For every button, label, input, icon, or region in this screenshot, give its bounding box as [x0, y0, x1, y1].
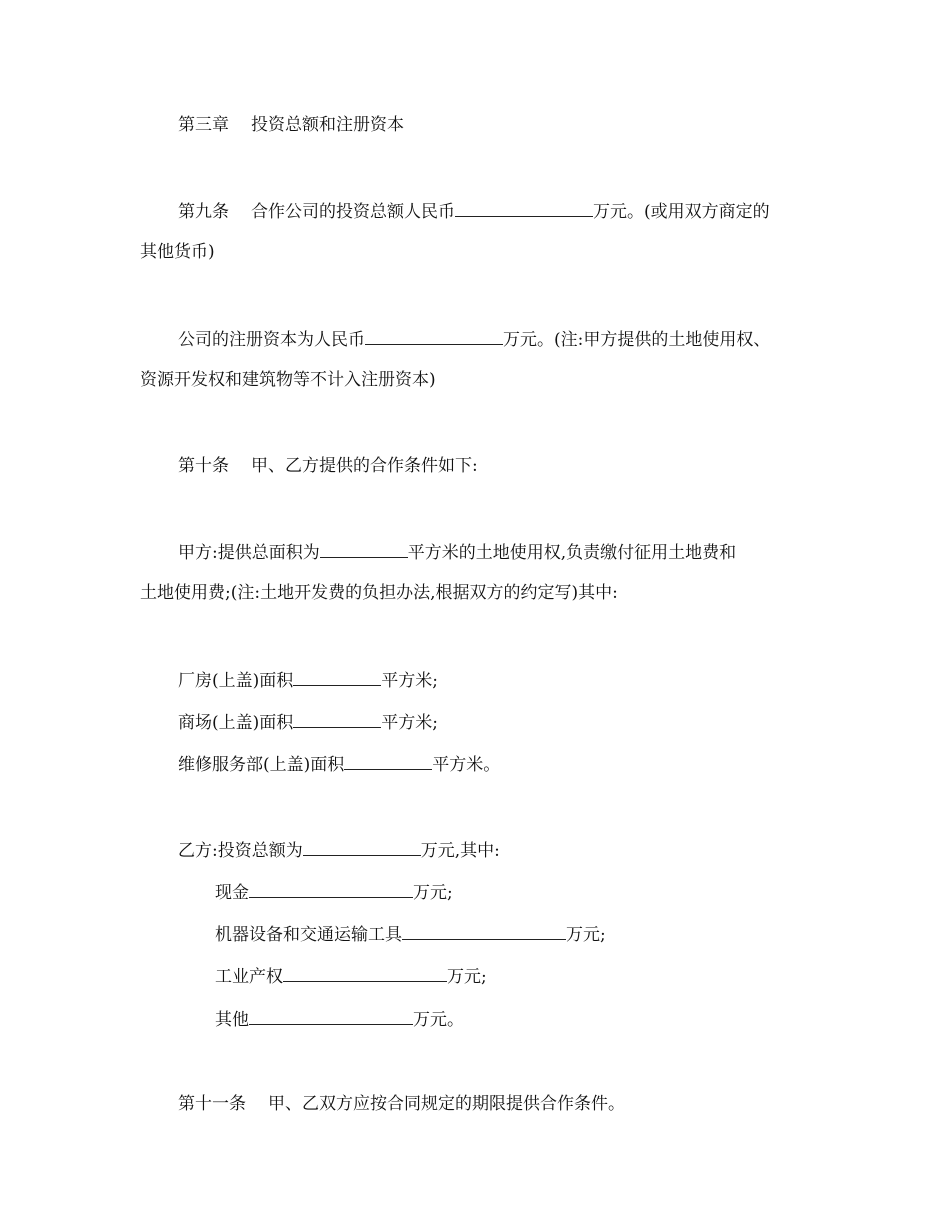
party-a-item-factory: 厂房(上盖)面积 平方米; [178, 667, 438, 693]
party-a-item-mall: 商场(上盖)面积 平方米; [178, 709, 438, 735]
registered-capital-blank[interactable] [365, 326, 503, 345]
party-a-item-service: 维修服务部(上盖)面积 平方米。 [178, 751, 500, 777]
registered-capital-line-2: 资源开发权和建筑物等不计入注册资本) [140, 370, 436, 390]
article-10: 第十条 甲、乙方提供的合作条件如下: [178, 456, 478, 476]
article-9-line-1: 第九条 合作公司的投资总额人民币 万元。(或用双方商定的 [178, 198, 770, 224]
other-blank[interactable] [249, 1006, 413, 1025]
party-b-item-equipment: 机器设备和交通运输工具 万元; [215, 921, 606, 947]
party-b-item-cash: 现金 万元; [215, 879, 453, 905]
article-9-line-2: 其他货币) [140, 242, 215, 262]
cash-blank[interactable] [249, 879, 413, 898]
registered-capital-line-1: 公司的注册资本为人民币 万元。(注:甲方提供的土地使用权、 [178, 326, 770, 352]
mall-area-blank[interactable] [293, 709, 381, 728]
party-a-line-2: 土地使用费;(注:土地开发费的负担办法,根据双方的约定写)其中: [140, 583, 618, 603]
total-investment-blank[interactable] [455, 198, 593, 217]
service-area-blank[interactable] [344, 751, 432, 770]
chapter-heading: 第三章 投资总额和注册资本 [178, 115, 404, 135]
party-b-item-other: 其他 万元。 [215, 1006, 464, 1032]
article-11: 第十一条 甲、乙双方应按合同规定的期限提供合作条件。 [178, 1094, 625, 1114]
party-b-item-ip: 工业产权 万元; [215, 963, 487, 989]
party-b-total-blank[interactable] [303, 837, 421, 856]
factory-area-blank[interactable] [293, 667, 381, 686]
land-area-blank[interactable] [320, 539, 408, 558]
equipment-blank[interactable] [402, 921, 566, 940]
party-b-line: 乙方:投资总额为 万元,其中: [178, 837, 500, 863]
industrial-property-blank[interactable] [283, 963, 447, 982]
party-a-line-1: 甲方:提供总面积为 平方米的土地使用权,负责缴付征用土地费和 [178, 539, 736, 565]
